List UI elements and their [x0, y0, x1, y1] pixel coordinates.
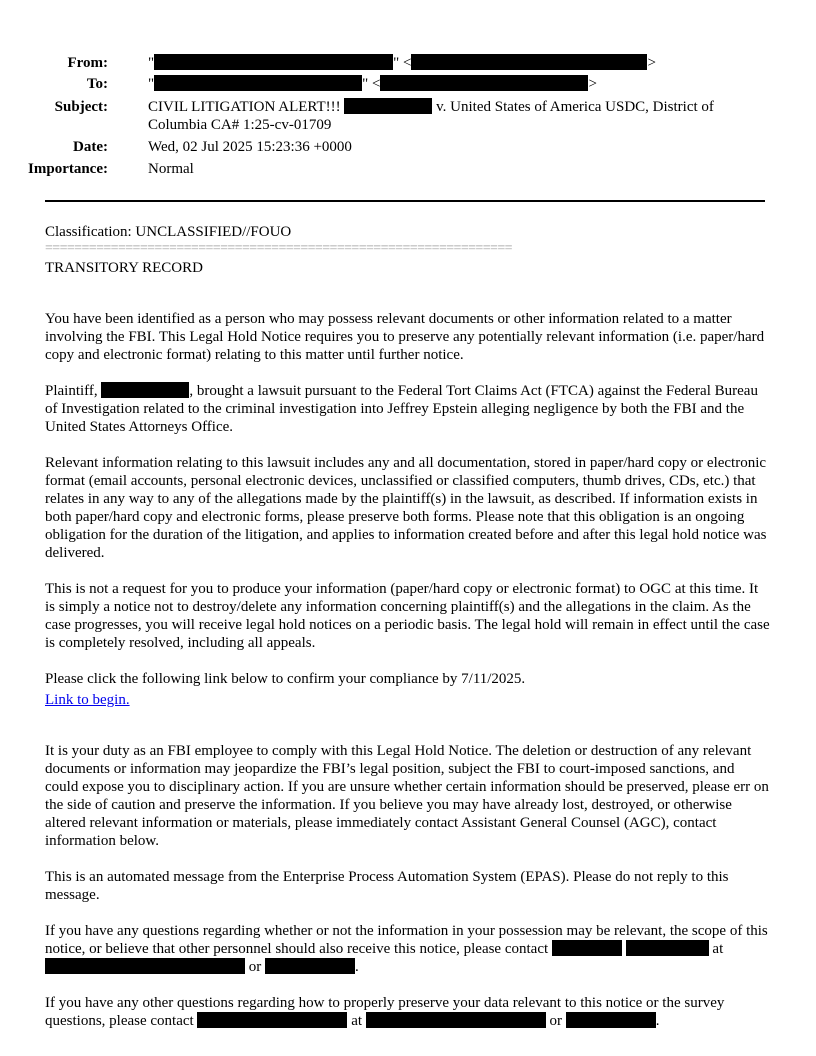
redaction-box	[265, 958, 355, 974]
paragraph-duty: It is your duty as an FBI employee to comply with this Legal Hold Notice. The deletion or destruction of any relevant documents or information may jeopardize the FBI’s legal position, subject the FBI to court-imposed sanctions, and could expose you to disciplinary action. If you are unsure whether certain information should be preserved, please err on the side of caution and preserve the information. If you believe you may have already lost, destroyed, or otherwise altered relevant information or materials, please immediately contact Assistant General Counsel (AGC), contact information below.	[45, 743, 769, 849]
redaction-box	[411, 54, 647, 70]
plaintiff-prefix: Plaintiff,	[45, 383, 98, 399]
angle-close: >	[647, 55, 656, 71]
word-or: or	[549, 1013, 563, 1029]
word-at: at	[712, 941, 724, 957]
redaction-box	[154, 54, 393, 70]
paragraph-confirm: Please click the following link below to confirm your compliance by 7/11/2025.	[45, 671, 526, 687]
paragraph-questions-preserve	[45, 994, 771, 1030]
subject-prefix: CIVIL LITIGATION ALERT!!!	[148, 99, 341, 115]
redaction-box	[626, 940, 709, 956]
date-row	[0, 138, 780, 156]
paragraph-relevant-info: Relevant information relating to this lawsuit includes any and all documentation, stored in paper/hard copy or electronic format (email accounts, personal electronic devices, unclassified or classified computers, thumb drives, CDs, etc.) that relates in any way to any of the allegations made by the plaintiff(s) in the lawsuit, as described. If information exists in both paper/hard copy and electronic forms, please preserve both forms. Please note that this obligation is an ongoing obligation for the duration of the litigation, and applies to information created before and after this legal hold notice was delivered.	[45, 455, 767, 561]
to-label: To:	[86, 76, 108, 92]
period: .	[655, 1013, 660, 1029]
quote-open: "	[148, 76, 155, 92]
classification-line: Classification: UNCLASSIFIED//FOUO	[45, 224, 292, 240]
redaction-box	[344, 98, 432, 114]
record-type: TRANSITORY RECORD	[45, 260, 203, 276]
subject-value	[148, 98, 758, 134]
redaction-box	[45, 958, 245, 974]
paragraph-notice-intro: You have been identified as a person who may possess relevant documents or other information related to a matter involving the FBI. This Legal Hold Notice requires you to preserve any potentially relevant information (i.e. paper/hard copy and electronic format) relating to this matter until further notice.	[45, 311, 765, 363]
redaction-box	[552, 940, 622, 956]
paragraph-plaintiff	[45, 382, 771, 436]
subject-label: Subject:	[54, 99, 108, 115]
importance-value: Normal	[148, 161, 194, 177]
quote-close: " <	[393, 55, 412, 71]
quote-open: "	[148, 55, 155, 71]
importance-row	[0, 160, 780, 178]
period: .	[355, 959, 359, 975]
redaction-box	[197, 1012, 347, 1028]
date-value: Wed, 02 Jul 2025 15:23:36 +0000	[148, 139, 352, 155]
questions-text: If you have any questions regarding whether or not the information in your possession may be relevant, the scope of this notice, or believe that other personnel should also receive this notice, please contact	[45, 923, 768, 957]
to-value	[148, 75, 758, 93]
header-divider	[45, 200, 765, 202]
questions-text: If you have any other questions regarding how to properly preserve your data relevant to this notice or the survey questions, please contact	[45, 995, 725, 1029]
redaction-box	[154, 75, 362, 91]
paragraph-questions-relevance	[45, 922, 771, 976]
angle-close: >	[588, 76, 597, 92]
paragraph-automated: This is an automated message from the Enterprise Process Automation System (EPAS). Please do not reply to this message.	[45, 869, 729, 903]
word-at: at	[351, 1013, 363, 1029]
link-row	[45, 691, 771, 709]
subject-row	[0, 98, 780, 134]
redaction-box	[366, 1012, 546, 1028]
date-label: Date:	[73, 139, 108, 155]
word-or: or	[248, 959, 262, 975]
from-row	[0, 54, 780, 72]
separator-line: ================================================================	[45, 241, 512, 256]
quote-close: " <	[362, 76, 381, 92]
importance-label: Importance:	[28, 161, 108, 177]
plaintiff-suffix: , brought a lawsuit pursuant to the Federal Tort Claims Act (FTCA) against the Federal Bureau of Investigation related to the criminal investigation into Jeffrey Epstein alleging negligence by both the FBI and the United States Attorneys Office.	[45, 383, 758, 435]
subject-suffix: v. United States of America USDC, District of Columbia CA# 1:25-cv-01709	[148, 99, 714, 133]
redaction-box	[101, 382, 189, 398]
paragraph-not-request: This is not a request for you to produce your information (paper/hard copy or electronic format) to OGC at this time. It is simply a notice not to destroy/delete any information concerning plaintiff(s) and the allegations in the claim. As the case progresses, you will receive legal hold notices on a periodic basis. The legal hold will remain in effect until the case is completely resolved, including all appeals.	[45, 581, 770, 651]
from-value	[148, 54, 758, 72]
redaction-box	[380, 75, 588, 91]
to-row	[0, 75, 780, 93]
from-label: From:	[67, 55, 108, 71]
link-to-begin[interactable]: Link to begin.	[45, 692, 130, 708]
redaction-box	[566, 1012, 656, 1028]
